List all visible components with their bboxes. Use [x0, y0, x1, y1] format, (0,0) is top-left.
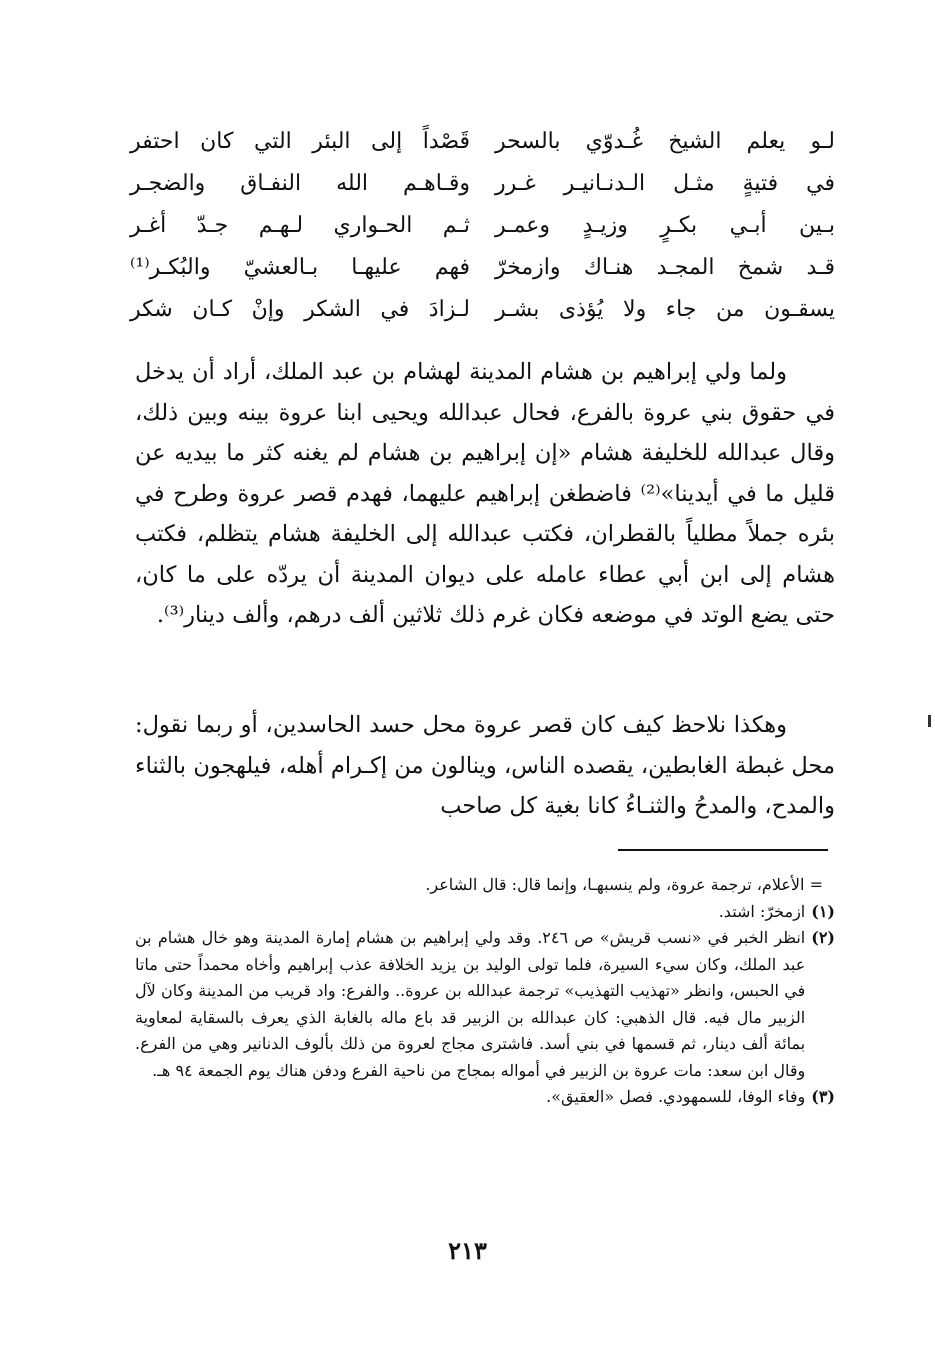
footnote-number: (٣) — [811, 1087, 835, 1106]
footnote-text-part: وقال ابن سعد: مات عروة بن الزبير في أمواله بمجاج من ناحية الفرع ودفن هناك يوم الجمعة ٩٤ هـ. — [152, 1060, 806, 1080]
verse-first-hemistich: بـين أبـي بكـرٍ وزيـدٍ وعمـر — [495, 212, 835, 238]
poem-verse — [130, 120, 835, 162]
poem-verse — [130, 288, 835, 330]
footnote-text: وفاء الوفا، للسمهودي. فصل «العقيق». — [546, 1087, 806, 1106]
poem-verse — [130, 162, 835, 204]
footnote-text: ازمخرّ: اشتد. — [718, 901, 806, 921]
paragraph-text: وهكذا نلاحظ كيف كان قصر عروة محل حسد الحاسدين، أو ربما نقول: محل غبطة الغابطين، يقصده الناس، وينالون من إكـرام أهله، فيلهجون بالثناء والمدح، والمدحُ والثنـاءُ كانا بغية كل صاحب — [135, 712, 835, 819]
footnote-2 — [135, 925, 835, 1084]
verse-first-hemistich: لـو يعلم الشيخ غُـدوّي بالسحر — [495, 128, 835, 154]
verse-first-hemistich: في فتيةٍ مثـل الـدنـانيـر غـرر — [495, 170, 835, 196]
footnote-3 — [135, 1084, 835, 1111]
footnote-1 — [135, 899, 835, 926]
poem-verse — [130, 204, 835, 246]
footnote-number: (٢) — [811, 928, 835, 947]
footnote-text-part: انظر الخبر في «نسب قريش» ص ٢٤٦. وقد ولي إبراهيم بن هشام إمارة المدينة وهو خال هشام بن عبد الملك، وكان سيء السيرة، فلما تولى الوليد بن يزيد الخلافة عذب إبراهيم وأخاه محمداً حتى ماتا في الحبس، وانظر «تهذيب التهذيب» ترجمة عبدالله بن عروة.. والفرع: واد قريب من المدينة وكان لآل الزبير مال فيه. قال الذهبي: كان عبدالله بن الزبير قد باع ماله بالغابة الذي يعرف بالسقاية لمعاوية بمائة ألف دينار، ثم قسمها في بني أسد. فاشترى مجاج لعروة من ذلك بألوف الدنانير وهي من الفرع. — [135, 928, 806, 1053]
verse-second-hemistich: ثـم الحـواري لـهـم جـدّ أغـر — [130, 212, 470, 238]
footnote-text: = الأعلام، ترجمة عروة، ولم ينسبهـا، وإنما قال: قال الشاعر. — [425, 875, 823, 894]
body-paragraph-1 — [135, 352, 835, 636]
scan-edge-mark — [928, 715, 931, 727]
body-paragraph-2 — [135, 705, 835, 827]
footnote-continuation — [135, 872, 823, 899]
verse-second-hemistich: لـزادَ في الشكر وإنْ كـان شكر — [130, 296, 470, 322]
poem-verse — [130, 246, 835, 288]
verse-second-hemistich: وقـاهـم الله النفـاق والضجـر — [130, 170, 470, 196]
verse-second-hemistich: قَصْداً إلى البئر التي كان احتفر — [130, 128, 470, 154]
page-number: ٢١٣ — [448, 1236, 487, 1265]
paragraph-text: ولما ولي إبراهيم بن هشام المدينة لهشام بن عبد الملك، أراد أن يدخل في حقوق بني عروة بالفرع، فحال عبدالله ويحيى ابنا عروة بينه وبين ذلك، وقال عبدالله للخليفة هشام «إن إبراهيم بن هشام لم يغنه كثر ما بيديه عن قليل ما في أيدينا»⁽²⁾ فاضطغن إبراهيم عليهما، فهدم قصر عروة وطرح في بئره جملاً مطلياً بالقطران، فكتب عبدالله إلى الخليفة هشام يتظلم، فكتب هشام إلى ابن أبي عطاء عامله على ديوان المدينة أن يردّه على ما كان، حتى يضع الوتد في موضعه فكان غرم ذلك ثلاثين ألف درهم، وألف دينار⁽³⁾. — [135, 359, 835, 628]
footnote-separator — [618, 849, 828, 851]
footnotes — [135, 872, 835, 1111]
poem-block — [130, 120, 835, 330]
footnote-text — [135, 925, 805, 1084]
verse-second-hemistich: فهم عليهـا بـالعشيّ والبُكـر⁽¹⁾ — [130, 254, 470, 280]
verse-first-hemistich: يسقـون من جاء ولا يُؤذى بشـر — [495, 296, 835, 322]
verse-first-hemistich: قـد شمخ المجـد هنـاك وازمخرّ — [495, 254, 835, 280]
footnote-number: (١) — [811, 901, 835, 921]
